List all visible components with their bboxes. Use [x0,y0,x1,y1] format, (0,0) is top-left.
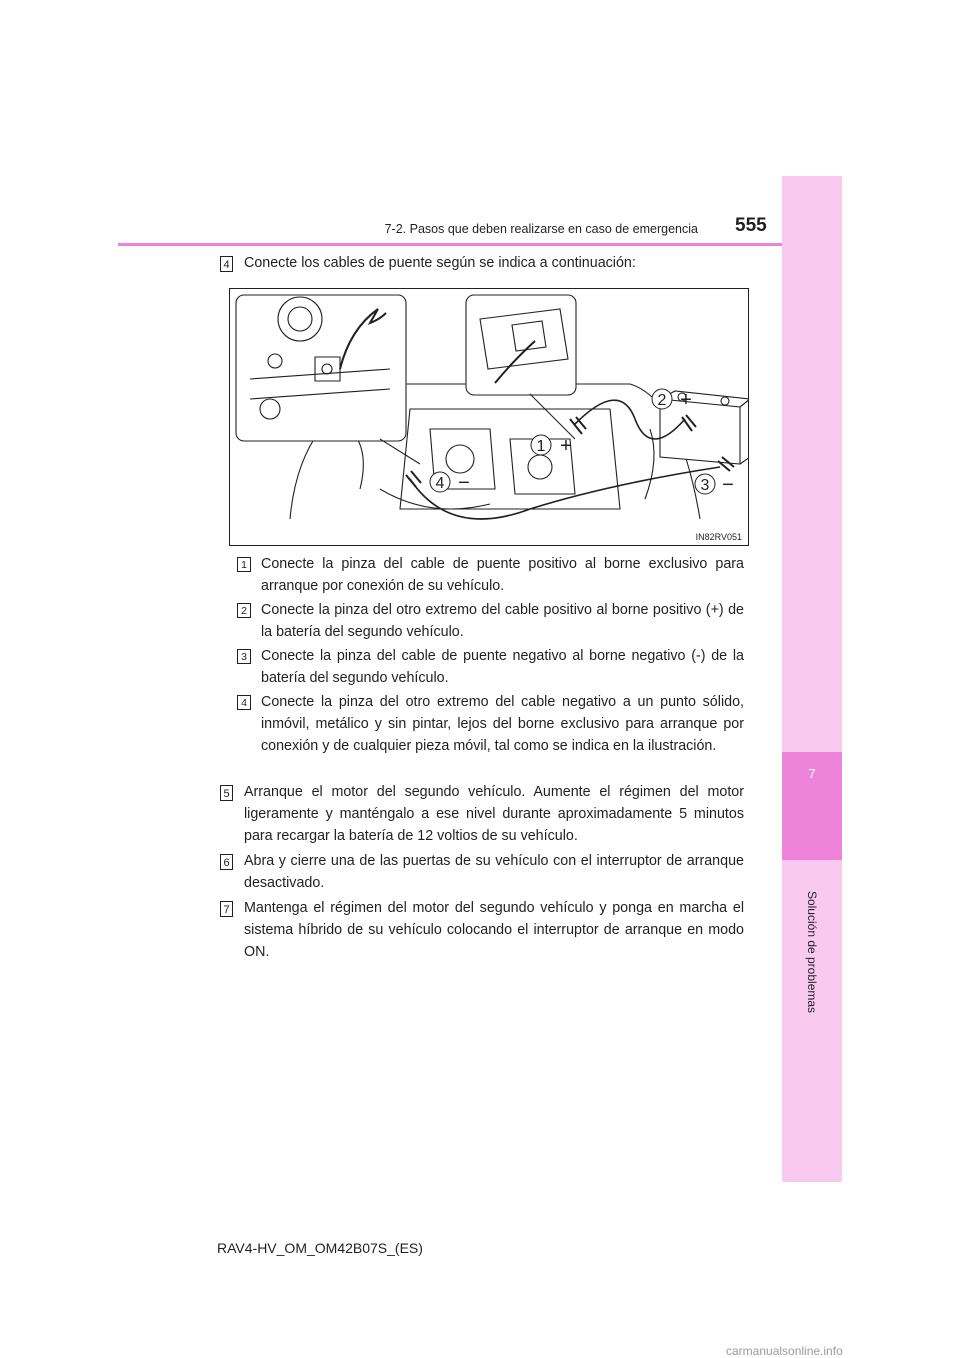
chapter-side-tab [782,176,842,1182]
chapter-title: Solución de problemas [805,890,819,1014]
callout-3: 3 [700,477,710,494]
jump-start-illustration [229,288,749,546]
document-code: RAV4-HV_OM_OM42B07S_(ES) [217,1240,423,1256]
callout-2-sign: + [680,389,692,411]
step-badge-6: 6 [220,854,233,870]
step-text-6: Abra y cierre una de las puertas de su vehículo con el interruptor de arranque desactivado. [244,853,744,891]
step-badge-7: 7 [220,901,233,917]
step-badge-5: 5 [220,785,233,801]
substep-badge-2: 2 [237,603,251,618]
callout-3-sign: − [722,474,734,496]
substep-text-4: Conecte la pinza del otro extremo del cable negativo a un punto sólido, inmóvil, metálico y sin pintar, lejos del borne exclusivo para arranque por conexión y de cualquier pieza móvil, tal como se indica en la ilustración. [261,694,744,754]
substep-text-1: Conecte la pinza del cable de puente positivo al borne exclusivo para arranque por conexión de su vehículo. [261,556,744,594]
substep-badge-1: 1 [237,557,251,572]
substep-text-2: Conecte la pinza del otro extremo del cable positivo al borne positivo (+) de la batería del segundo vehículo. [261,602,744,640]
substep-text-3: Conecte la pinza del cable de puente negativo al borne negativo (-) de la batería del segundo vehículo. [261,648,744,686]
step-badge-4: 4 [220,256,233,272]
substep-badge-3: 3 [237,649,251,664]
figure-code: IN82RV051 [695,532,742,542]
header-rule [118,243,782,246]
callout-4-sign: − [458,472,470,494]
chapter-number: 7 [808,766,816,781]
callout-4: 4 [435,475,445,492]
step-text-5: Arranque el motor del segundo vehículo. Aumente el régimen del motor ligeramente y manténgalo a ese nivel durante aproximadamente 5 minutos para recargar la batería de 12 voltios de su vehículo. [244,784,744,844]
section-title: 7-2. Pasos que deben realizarse en caso de emergencia [384,222,698,236]
callout-1-sign: + [560,435,572,457]
engine-bay-drawing [230,289,748,545]
watermark: carmanualsonline.info [726,1344,843,1358]
page-number: 555 [735,215,767,236]
step-text-7: Mantenga el régimen del motor del segundo vehículo y ponga en marcha el sistema híbrido de su vehículo colocando el interruptor de arranque en modo ON. [244,900,744,960]
callout-2: 2 [657,392,667,409]
step-text-4: Conecte los cables de puente según se indica a continuación: [244,255,636,271]
callout-1: 1 [536,438,546,455]
substep-badge-4: 4 [237,695,251,710]
